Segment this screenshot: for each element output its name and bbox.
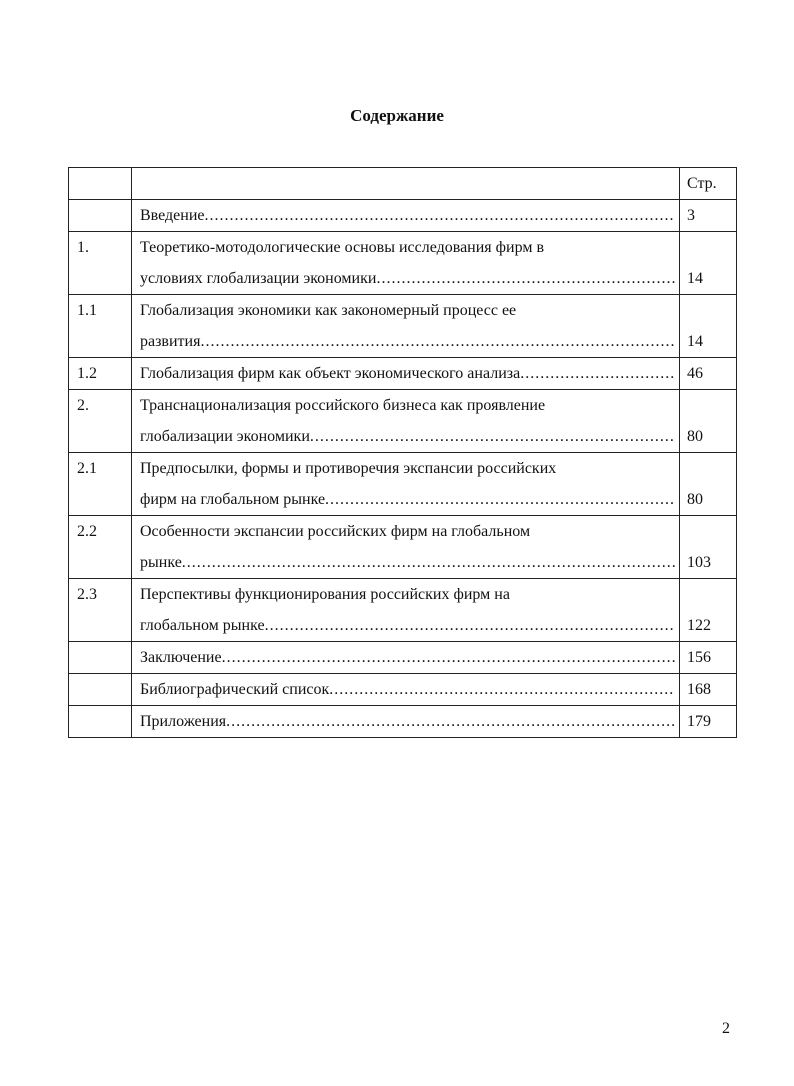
toc-row — [69, 390, 737, 453]
toc-row-title-line: Особенности экспансии российских фирм на глобальном — [140, 523, 531, 540]
toc-row-page: 122 — [680, 579, 737, 642]
toc-row-title-line: Глобализация экономики как закономерный процесс ее — [140, 302, 517, 319]
toc-row — [69, 453, 737, 516]
toc-row-title-line: глобальном рынке — [140, 617, 265, 634]
toc-row-title-line: Теоретико-мотодологические основы исследования фирм в — [140, 239, 545, 256]
toc-leader-dots — [520, 358, 675, 389]
toc-leader-dots — [182, 547, 675, 578]
toc-row-title — [132, 390, 680, 453]
toc-row — [69, 674, 737, 706]
toc-row-page: 103 — [680, 516, 737, 579]
toc-row-title-line: Приложения — [140, 713, 227, 730]
toc-leader-dots — [226, 706, 675, 737]
toc-row-num — [69, 674, 132, 706]
toc-leader-dots — [310, 421, 675, 452]
toc-row-num: 2.2 — [69, 516, 132, 579]
toc-row-title-line: фирм на глобальном рынке — [140, 491, 326, 508]
toc-row-title-line: рынке — [140, 554, 182, 571]
toc-leader-dots — [376, 263, 675, 294]
toc-row-title-line: Библиографический список — [140, 681, 330, 698]
toc-row-title — [132, 516, 680, 579]
toc-row — [69, 516, 737, 579]
toc-row-title-line: Глобализация фирм как объект экономического анализа — [140, 365, 521, 382]
toc-leader-dots — [200, 326, 675, 357]
toc-row-num: 1.2 — [69, 358, 132, 390]
toc-row-page: 179 — [680, 706, 737, 738]
toc-row-title-line: Введение — [140, 207, 205, 224]
toc-row — [69, 232, 737, 295]
toc-header-row — [69, 168, 737, 200]
toc-row-page: 80 — [680, 453, 737, 516]
toc-row-title — [132, 453, 680, 516]
toc-row-title-line: Транснационализация российского бизнеса как проявление — [140, 397, 546, 414]
toc-leader-dots — [329, 674, 675, 705]
toc-row-page: 168 — [680, 674, 737, 706]
toc-row-title — [132, 232, 680, 295]
toc-row-num: 1. — [69, 232, 132, 295]
page-number: 2 — [722, 1020, 730, 1037]
toc-row-title — [132, 674, 680, 706]
toc-leader-dots — [325, 484, 675, 515]
toc-row — [69, 295, 737, 358]
toc-row-title — [132, 295, 680, 358]
toc-row-page: 14 — [680, 295, 737, 358]
toc-row-num — [69, 706, 132, 738]
toc-row-page: 156 — [680, 642, 737, 674]
toc-row-num: 2. — [69, 390, 132, 453]
toc-row-page: 14 — [680, 232, 737, 295]
toc-row — [69, 579, 737, 642]
toc-row — [69, 706, 737, 738]
toc-row — [69, 200, 737, 232]
toc-header-num — [69, 168, 132, 200]
toc-row-title-line: условиях глобализации экономики — [140, 270, 377, 287]
toc-row-num — [69, 200, 132, 232]
toc-row-num — [69, 642, 132, 674]
toc-row — [69, 358, 737, 390]
toc-header-title — [132, 168, 680, 200]
table-of-contents — [68, 167, 737, 738]
toc-leader-dots — [265, 610, 675, 641]
toc-row-page: 3 — [680, 200, 737, 232]
toc-row-page: 46 — [680, 358, 737, 390]
toc-row-num: 2.3 — [69, 579, 132, 642]
toc-row-title-line: развития — [140, 333, 201, 350]
toc-row-title — [132, 200, 680, 232]
toc-leader-dots — [205, 200, 676, 231]
toc-header-page: Стр. — [680, 168, 737, 200]
toc-row-title — [132, 642, 680, 674]
toc-row-page: 80 — [680, 390, 737, 453]
toc-row-num: 1.1 — [69, 295, 132, 358]
toc-leader-dots — [222, 642, 675, 673]
page-title: Содержание — [350, 106, 444, 125]
toc-row-num: 2.1 — [69, 453, 132, 516]
toc-row-title — [132, 706, 680, 738]
toc-row-title-line: Перспективы функционирования российских фирм на — [140, 586, 510, 603]
toc-row-title-line: Предпосылки, формы и противоречия экспансии российских — [140, 460, 557, 477]
toc-row-title — [132, 579, 680, 642]
toc-row — [69, 642, 737, 674]
toc-row-title-line: глобализации экономики — [140, 428, 310, 445]
toc-row-title — [132, 358, 680, 390]
toc-row-title-line: Заключение — [140, 649, 222, 666]
